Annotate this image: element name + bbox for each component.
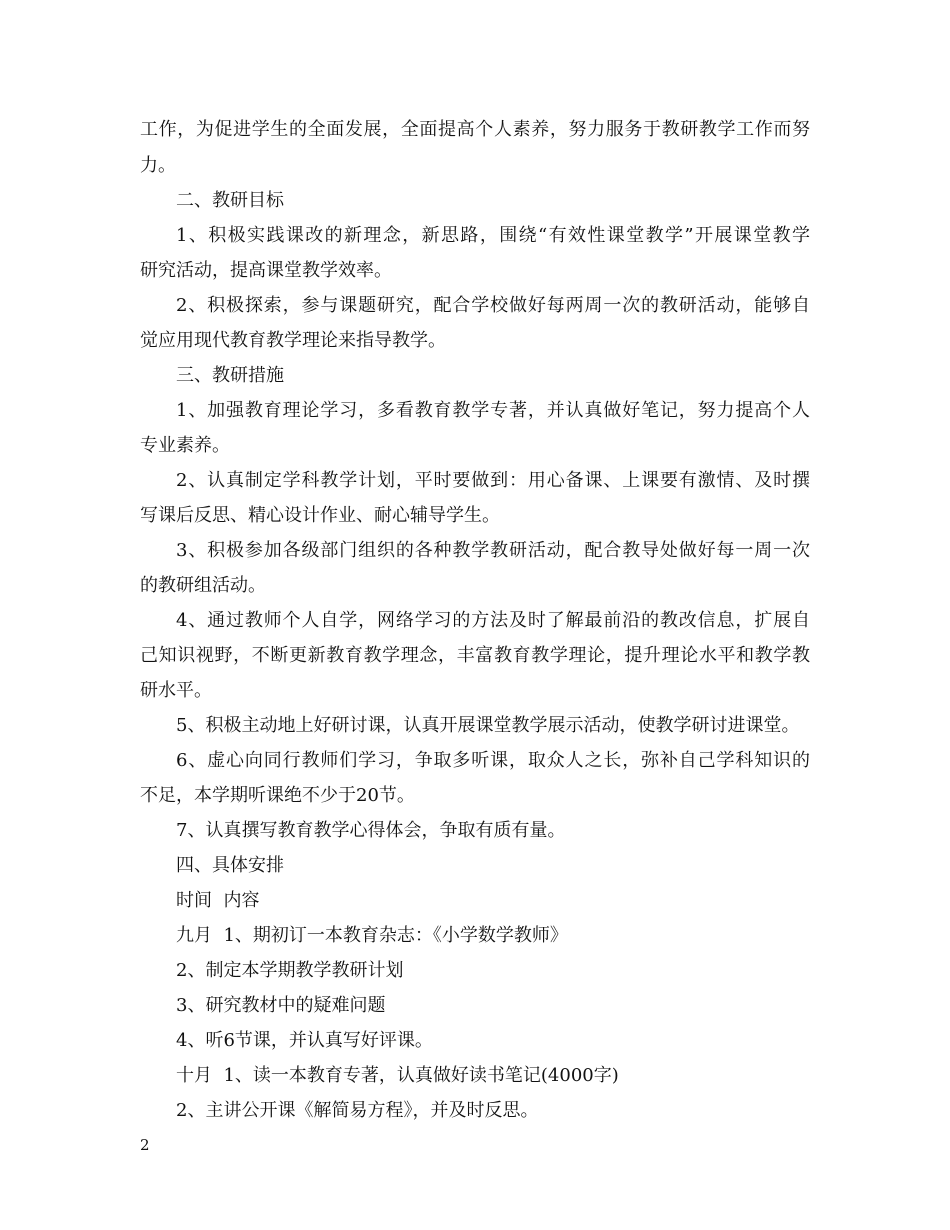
- body-line: 研水平。: [140, 680, 212, 701]
- page-number: 2: [140, 1136, 150, 1154]
- body-line: 2、积极探索，参与课题研究，配合学校做好每两周一次的教研活动，能够自: [176, 295, 810, 316]
- section-heading: 四、具体安排: [176, 855, 284, 876]
- body-line: 4、通过教师个人自学，网络学习的方法及时了解最前沿的教改信息，扩展自: [176, 610, 810, 631]
- body-line: 1、加强教育理论学习，多看教育教学专著，并认真做好笔记，努力提高个人: [176, 400, 810, 421]
- body-line: 3、积极参加各级部门组织的各种教学教研活动，配合教导处做好每一周一次: [176, 540, 810, 561]
- schedule-item: 十月 1、读一本教育专著，认真做好读书笔记(4000字): [176, 1065, 619, 1086]
- body-line: 工作，为促进学生的全面发展，全面提高个人素养，努力服务于教研教学工作而努: [140, 119, 810, 140]
- body-line: 力。: [140, 155, 176, 176]
- schedule-item: 九月 1、期初订一本教育杂志：《小学数学教师》: [176, 925, 568, 946]
- schedule-item: 4、听6节课，并认真写好评课。: [176, 1030, 433, 1051]
- schedule-item: 3、研究教材中的疑难问题: [176, 995, 386, 1016]
- body-line: 7、认真撰写教育教学心得体会，争取有质有量。: [176, 820, 566, 841]
- section-heading: 二、教研目标: [176, 190, 284, 211]
- body-line: 己知识视野，不断更新教育教学理念，丰富教育教学理论，提升理论水平和教学教: [140, 645, 810, 666]
- body-line: 不足，本学期听课绝不少于20节。: [140, 785, 415, 806]
- body-line: 写课后反思、精心设计作业、耐心辅导学生。: [140, 505, 500, 526]
- schedule-item: 2、制定本学期教学教研计划: [176, 960, 404, 981]
- body-line: 6、虚心向同行教师们学习，争取多听课，取众人之长，弥补自己学科知识的: [176, 750, 810, 771]
- body-line: 5、积极主动地上好研讨课，认真开展课堂教学展示活动，使教学研讨进课堂。: [176, 715, 800, 736]
- body-line: 研究活动，提高课堂教学效率。: [140, 260, 392, 281]
- body-line: 觉应用现代教育教学理论来指导教学。: [140, 330, 446, 351]
- section-heading: 三、教研措施: [176, 365, 284, 386]
- schedule-header: 时间 内容: [176, 890, 260, 911]
- schedule-item: 2、主讲公开课《解简易方程》，并及时反思。: [176, 1100, 539, 1121]
- body-line: 的教研组活动。: [140, 575, 266, 596]
- body-line: 1、积极实践课改的新理念，新思路，围绕“有效性课堂教学”开展课堂教学: [176, 225, 810, 246]
- body-line: 专业素养。: [140, 435, 230, 456]
- body-line: 2、认真制定学科教学计划，平时要做到：用心备课、上课要有激情、及时撰: [176, 470, 810, 491]
